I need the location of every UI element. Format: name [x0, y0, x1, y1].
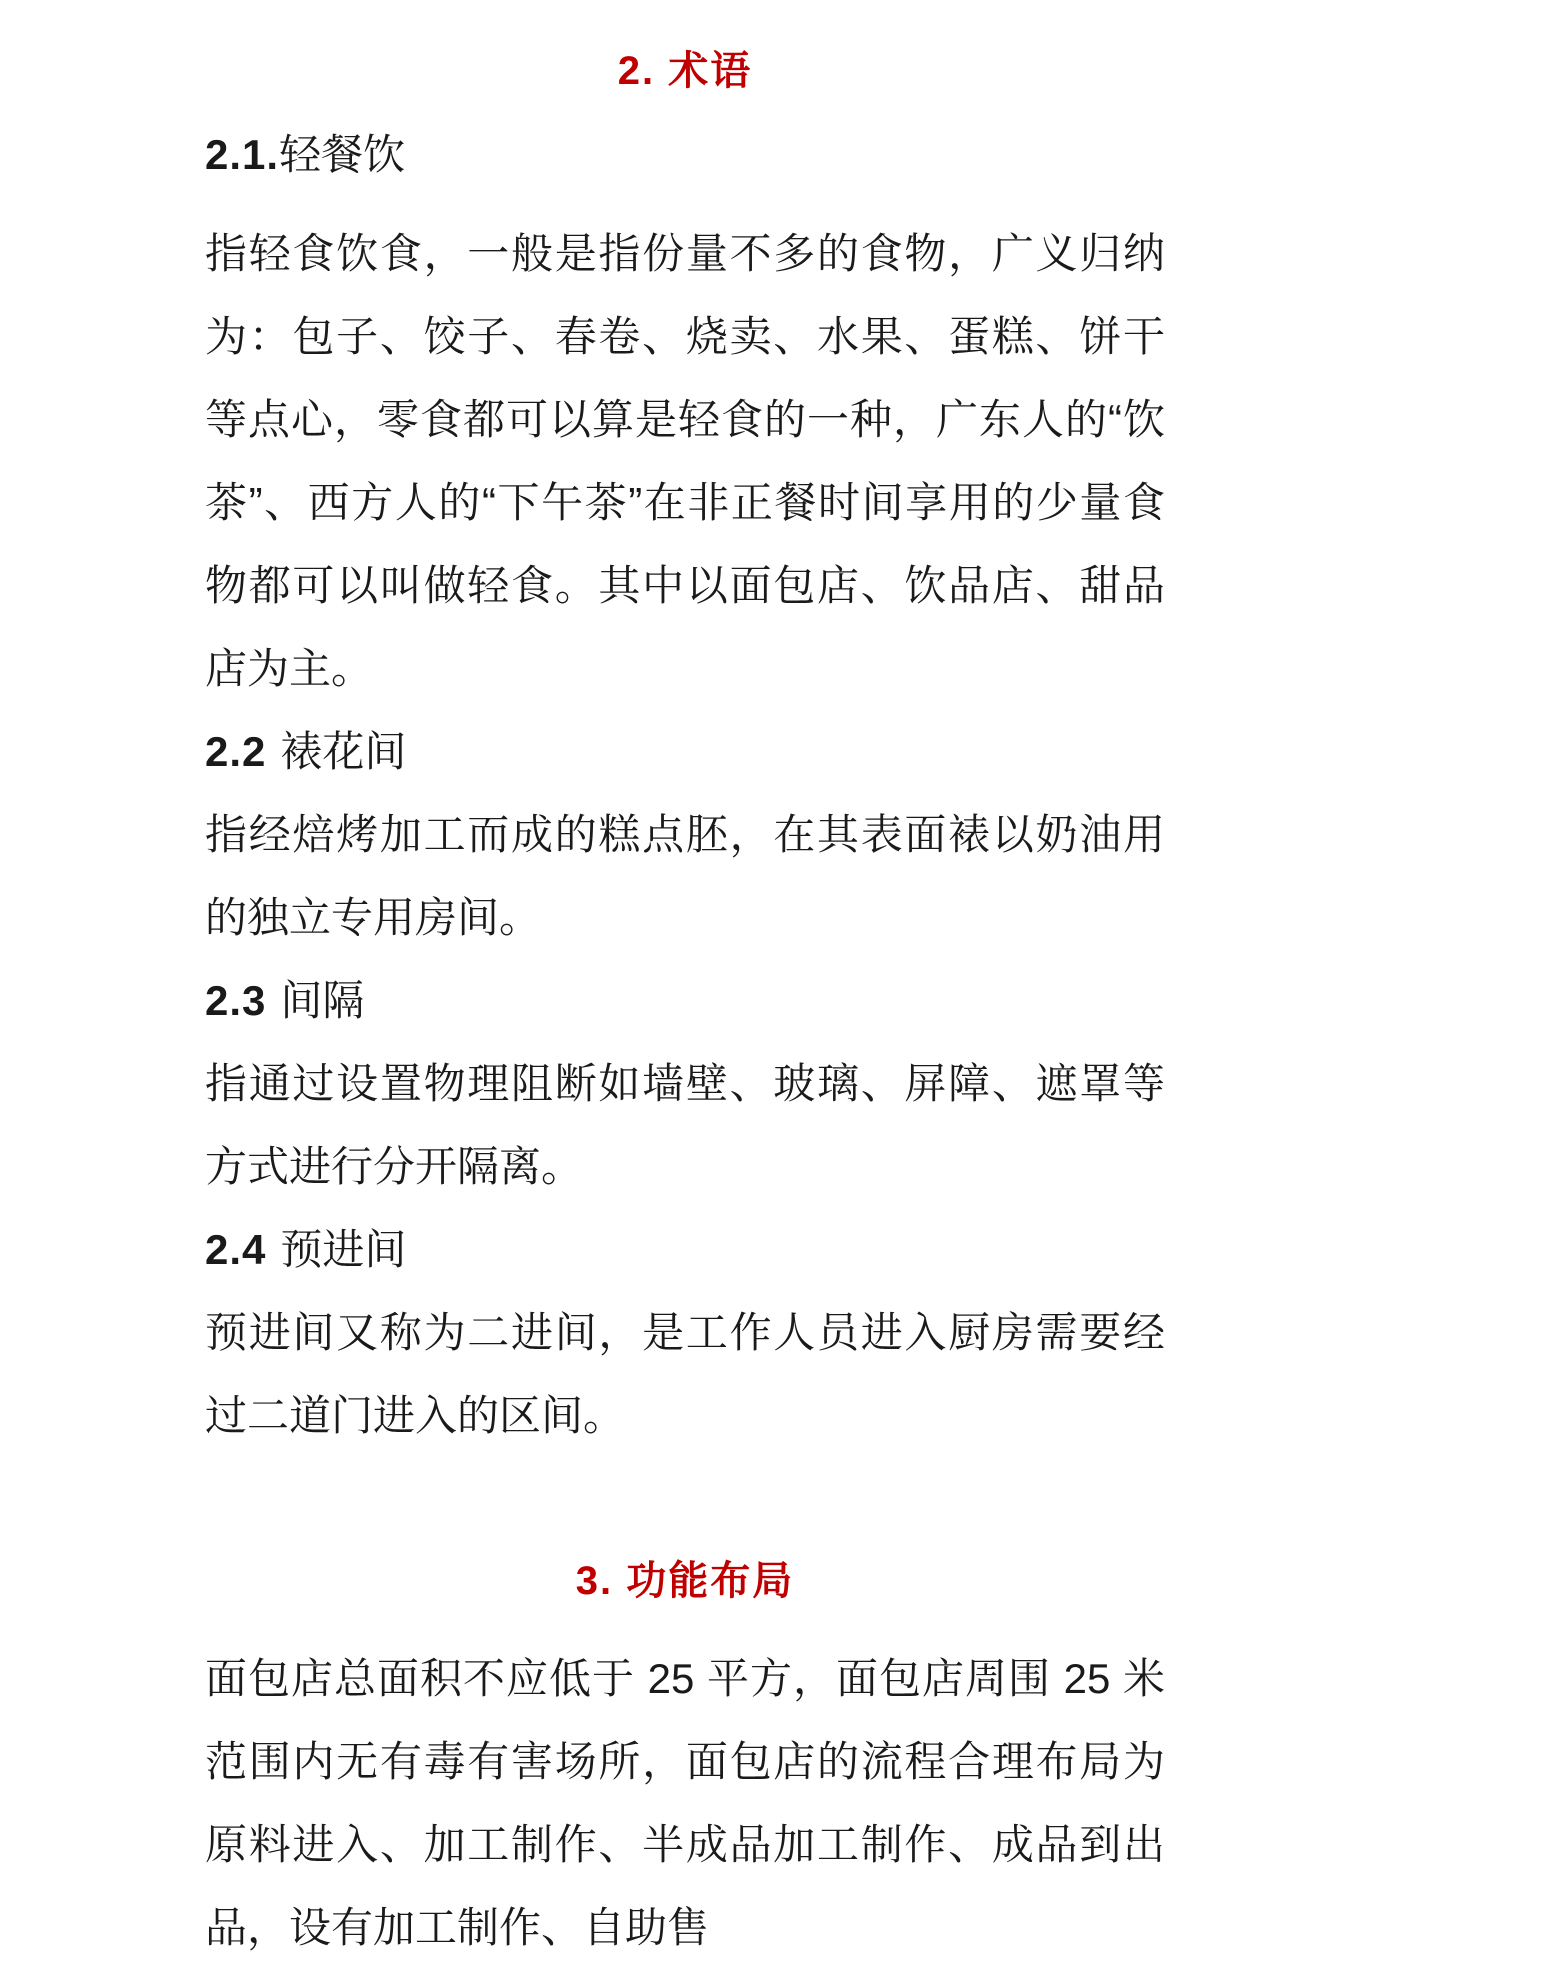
term-2-4-heading	[205, 1208, 1165, 1291]
term-2-2-heading	[205, 710, 1165, 793]
term-2-4-definition: 预进间又称为二进间，是工作人员进入厨房需要经过二道门进入的区间。	[205, 1309, 1165, 1439]
term-2-3-definition: 指通过设置物理阻断如墙壁、玻璃、屏障、遮罩等方式进行分开隔离。	[205, 1060, 1165, 1190]
term-2-4-name: 预进间	[280, 1226, 407, 1273]
chapter-3-paragraph: 面包店总面积不应低于 25 平方，面包店周围 25 米范围内无有毒有害场所，面包店的流程合理布局为原料进入、加工制作、半成品加工制作、成品到出品，设有加工制作、自助售	[205, 1655, 1165, 1951]
term-2-1-number: 2.1.	[205, 131, 280, 178]
term-2-4-number: 2.4	[205, 1226, 267, 1273]
term-2-1-heading	[205, 113, 1165, 198]
term-2-3-number: 2.3	[205, 977, 267, 1024]
term-2-1-definition: 指轻食饮食，一般是指份量不多的食物，广义归纳为：包子、饺子、春卷、烧卖、水果、蛋糕、饼干等点心，零食都可以算是轻食的一种，广东人的“饮茶”、西方人的“下午茶”在非正餐时间享用的少量食物都可以叫做轻食。其中以面包店、饮品店、甜品店为主。	[205, 230, 1165, 692]
term-2-3-heading	[205, 959, 1165, 1042]
chapter-3-heading: 3. 功能布局	[575, 1559, 795, 1603]
term-2-2-number: 2.2	[205, 728, 267, 775]
chapter-2-heading: 2. 术语	[617, 49, 753, 93]
term-2-1-name: 轻餐饮	[279, 133, 406, 179]
term-2-3-name: 间隔	[280, 977, 365, 1024]
term-2-2-definition: 指经焙烤加工而成的糕点胚，在其表面裱以奶油用的独立专用房间。	[205, 811, 1165, 941]
term-2-2-name: 裱花间	[280, 728, 407, 775]
text-column	[205, 30, 1165, 1969]
